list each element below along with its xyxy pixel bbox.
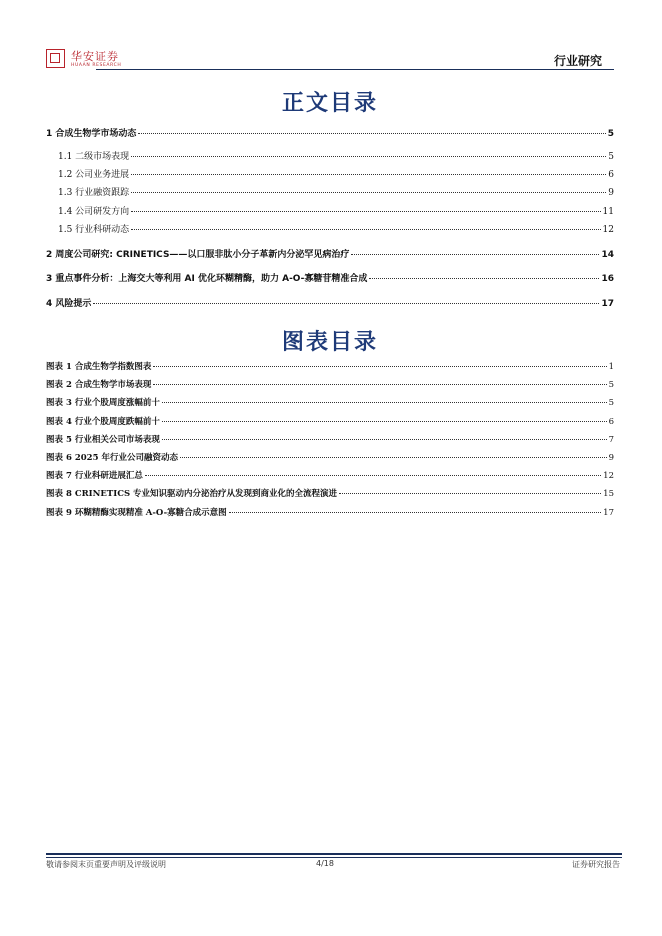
figure-entry-page: 15 bbox=[603, 489, 614, 500]
toc-entry[interactable] bbox=[46, 149, 614, 162]
figure-entry[interactable] bbox=[46, 378, 614, 390]
leader-dots bbox=[162, 439, 607, 440]
figure-entry-page: 7 bbox=[608, 434, 614, 445]
toc-entry-page: 16 bbox=[601, 274, 614, 284]
toc-entry[interactable] bbox=[46, 126, 614, 139]
footer-divider-thin bbox=[46, 857, 622, 858]
toc-entry[interactable] bbox=[46, 271, 614, 284]
leader-dots bbox=[351, 254, 599, 255]
toc-entry-label: 1.4 公司研发方向 bbox=[58, 207, 130, 217]
figure-entry-label: 图表 8 CRINETICS 专业知识驱动内分泌治疗从发现到商业化的全流程演进 bbox=[46, 489, 338, 500]
leader-dots bbox=[369, 278, 599, 279]
figure-entry-page: 17 bbox=[603, 507, 614, 518]
toc-entry[interactable] bbox=[46, 204, 614, 217]
toc-entry-page: 12 bbox=[602, 225, 614, 235]
huaan-logo-icon bbox=[46, 49, 65, 68]
figure-entry-label: 图表 6 2025 年行业公司融资动态 bbox=[46, 453, 178, 463]
toc-entry-label: 1.5 行业科研动态 bbox=[58, 225, 130, 235]
leader-dots bbox=[131, 192, 606, 193]
toc-entry-page: 5 bbox=[608, 152, 614, 162]
toc-entry-page: 17 bbox=[601, 299, 614, 309]
leader-dots bbox=[93, 303, 599, 304]
header-divider bbox=[96, 69, 614, 70]
toc-entry[interactable] bbox=[46, 167, 614, 180]
toc-entry-page: 5 bbox=[607, 129, 614, 139]
figure-entry-label: 图表 1 合成生物学指数图表 bbox=[46, 362, 152, 372]
leader-dots bbox=[162, 421, 607, 422]
page-header bbox=[46, 48, 614, 74]
figure-entry-page: 6 bbox=[608, 416, 614, 427]
figure-entry-page: 5 bbox=[608, 398, 614, 409]
footer-disclaimer: 敬请参阅末页重要声明及评级说明 bbox=[46, 860, 166, 869]
toc-entry-page: 11 bbox=[602, 207, 614, 217]
figure-entry-label: 图表 4 行业个股周度跌幅前十 bbox=[46, 416, 160, 427]
toc-entry-label: 1.1 二级市场表现 bbox=[58, 152, 130, 162]
figure-entry[interactable] bbox=[46, 451, 614, 463]
figure-entry[interactable] bbox=[46, 433, 614, 445]
footer-divider bbox=[46, 853, 622, 855]
toc-entry-label: 3 重点事件分析：上海交大等利用 AI 优化环糊精酶，助力 A-O-寡糖苷精准合成 bbox=[46, 274, 368, 284]
leader-dots bbox=[145, 475, 601, 476]
leader-dots bbox=[131, 156, 606, 157]
report-type-label: 行业研究 bbox=[553, 54, 602, 68]
figure-entry[interactable] bbox=[46, 415, 614, 427]
leader-dots bbox=[131, 174, 606, 175]
toc-entry[interactable] bbox=[46, 247, 614, 260]
leader-dots bbox=[180, 457, 607, 458]
toc-entry-label: 1.3 行业融资跟踪 bbox=[58, 188, 130, 198]
figure-entry-page: 9 bbox=[608, 453, 614, 463]
toc-entry-page: 14 bbox=[601, 250, 614, 260]
leader-dots bbox=[229, 512, 602, 513]
figure-entry[interactable] bbox=[46, 396, 614, 408]
figure-entry-label: 图表 2 合成生物学市场表现 bbox=[46, 380, 152, 391]
toc-entry-label: 1.2 公司业务进展 bbox=[58, 170, 130, 180]
leader-dots bbox=[162, 402, 607, 403]
figure-entry[interactable] bbox=[46, 487, 614, 499]
toc-entry-label: 2 周度公司研究: CRINETICS——以口服非肽小分子革新内分泌罕见病治疗 bbox=[46, 250, 350, 260]
footer-report-label: 证券研究报告 bbox=[572, 860, 620, 869]
leader-dots bbox=[153, 366, 606, 367]
figure-entry-page: 1 bbox=[608, 362, 614, 372]
toc-entry-page: 9 bbox=[608, 188, 614, 198]
figure-entry-label: 图表 5 行业相关公司市场表现 bbox=[46, 434, 160, 445]
page-number: 4/18 bbox=[316, 859, 334, 868]
figure-entry-page: 12 bbox=[603, 471, 614, 482]
figure-entry-label: 图表 3 行业个股周度涨幅前十 bbox=[46, 398, 160, 409]
leader-dots bbox=[138, 133, 605, 134]
toc-entry[interactable] bbox=[46, 296, 614, 309]
figure-entry-label: 图表 9 环糊精酶实现精准 A-O-寡糖合成示意图 bbox=[46, 507, 227, 518]
toc-entry[interactable] bbox=[46, 185, 614, 198]
figure-entry-page: 5 bbox=[608, 380, 614, 391]
toc-title: 正文目录 bbox=[281, 90, 378, 116]
figure-entry[interactable] bbox=[46, 469, 614, 481]
leader-dots bbox=[153, 384, 606, 385]
logo-text-en: HUAAN RESEARCH bbox=[71, 63, 122, 68]
toc-entry[interactable] bbox=[46, 222, 614, 235]
figure-entry[interactable] bbox=[46, 360, 614, 372]
figure-entry-label: 图表 7 行业科研进展汇总 bbox=[46, 471, 143, 482]
toc-entry-label: 1 合成生物学市场动态 bbox=[46, 129, 137, 139]
toc-entry-label: 4 风险提示 bbox=[46, 299, 92, 309]
leader-dots bbox=[339, 493, 601, 494]
figures-title: 图表目录 bbox=[281, 329, 378, 355]
leader-dots bbox=[131, 229, 600, 230]
toc-entry-page: 6 bbox=[608, 170, 614, 180]
figure-entry[interactable] bbox=[46, 506, 614, 518]
leader-dots bbox=[131, 211, 600, 212]
logo-text-cn: 华安证券 bbox=[71, 50, 119, 63]
